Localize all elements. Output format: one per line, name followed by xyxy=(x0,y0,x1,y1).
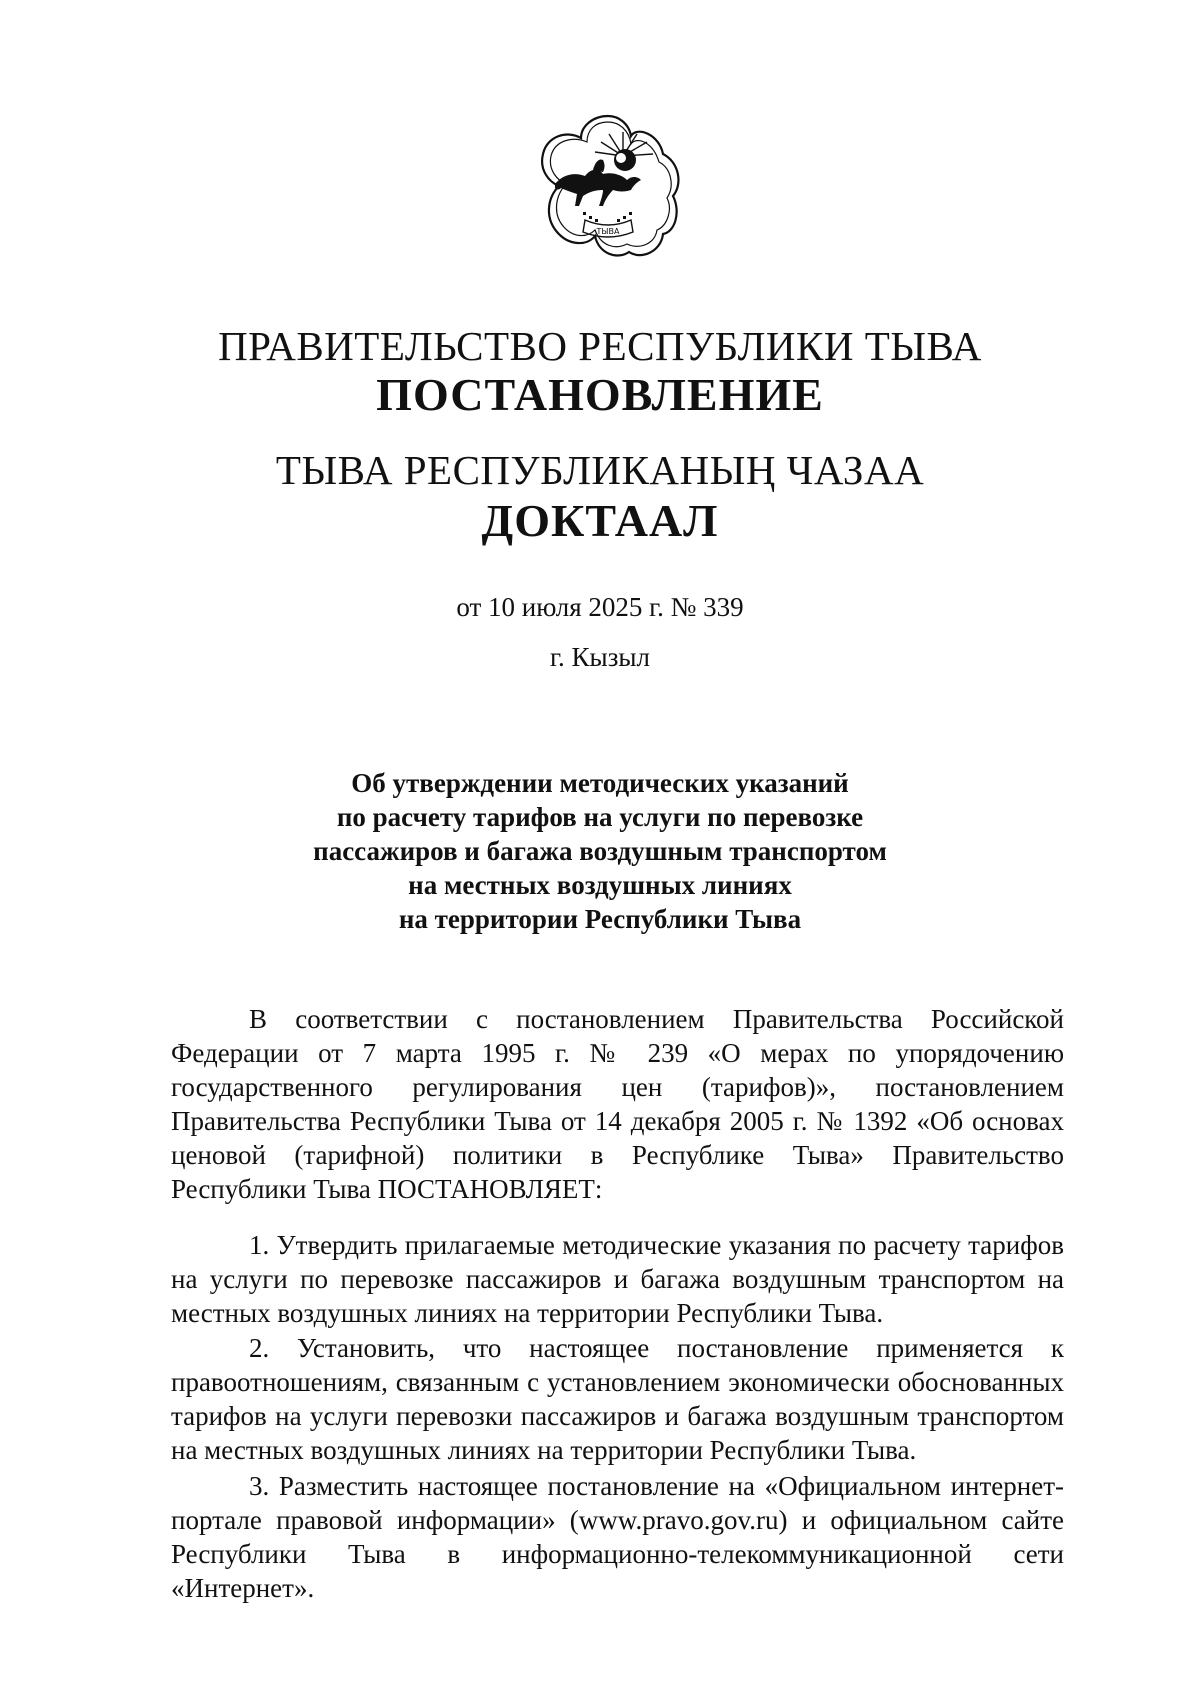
government-title-ru: ПРАВИТЕЛЬСТВО РЕСПУБЛИКИ ТЫВА xyxy=(218,323,982,369)
resolution-item-2: 2. Установить, что настоящее постановление применяется к правоотношениям, связанным с установлением экономически обоснованных тарифов на услуги перевозки пассажиров и багажа воздушным транспортом на местных воздушных линиях на территории Республики Тыва. xyxy=(171,1333,1064,1465)
government-title-tyv: ТЫВА РЕСПУБЛИКАНЫҢ ЧАЗАА xyxy=(275,447,925,493)
document-date-number: от 10 июля 2025 г. № 339 xyxy=(456,592,744,622)
subject-line: на местных воздушных линиях xyxy=(408,870,792,900)
tuva-coat-of-arms-icon xyxy=(533,108,683,268)
subject-line: Об утверждении методических указаний xyxy=(351,768,849,798)
resolution-item-1: 1. Утвердить прилагаемые методические указания по расчету тарифов на услуги по перевозке пассажиров и багажа воздушным транспортом на местных воздушных линиях на территории Республики Тыва. xyxy=(171,1230,1064,1328)
subject-line: пассажиров и багажа воздушным транспортом xyxy=(313,836,887,866)
subject-line: на территории Республики Тыва xyxy=(398,904,802,934)
subject-line: по расчету тарифов на услуги по перевозке xyxy=(336,802,864,832)
document-type-tyv: ДОКТААЛ xyxy=(481,495,719,546)
document-type-ru: ПОСТАНОВЛЕНИЕ xyxy=(376,369,824,420)
document-subject xyxy=(300,766,900,936)
resolution-item-3: 3. Разместить настоящее постановление на «Официальном интернет-портале правовой информации» (www.pravo.gov.ru) и официальном сайте Республики Тыва в информационно-телекоммуникационной сети «Интернет». xyxy=(171,1471,1064,1603)
preamble-paragraph: В соответствии с постановлением Правительства Российской Федерации от 7 марта 1995 г. № 239 «О мерах по упорядочению государственного регулирования цен (тарифов)», постановлением Правительства Республики Тыва от 14 декабря 2005 г. № 1392 «Об основах ценовой (тарифной) политики в Республике Тыва» Правительство Республики Тыва ПОСТАНОВЛЯЕТ: xyxy=(171,1004,1064,1204)
document-city: г. Кызыл xyxy=(550,642,650,672)
emblem-ribbon-text: ТЫВА xyxy=(596,227,620,236)
